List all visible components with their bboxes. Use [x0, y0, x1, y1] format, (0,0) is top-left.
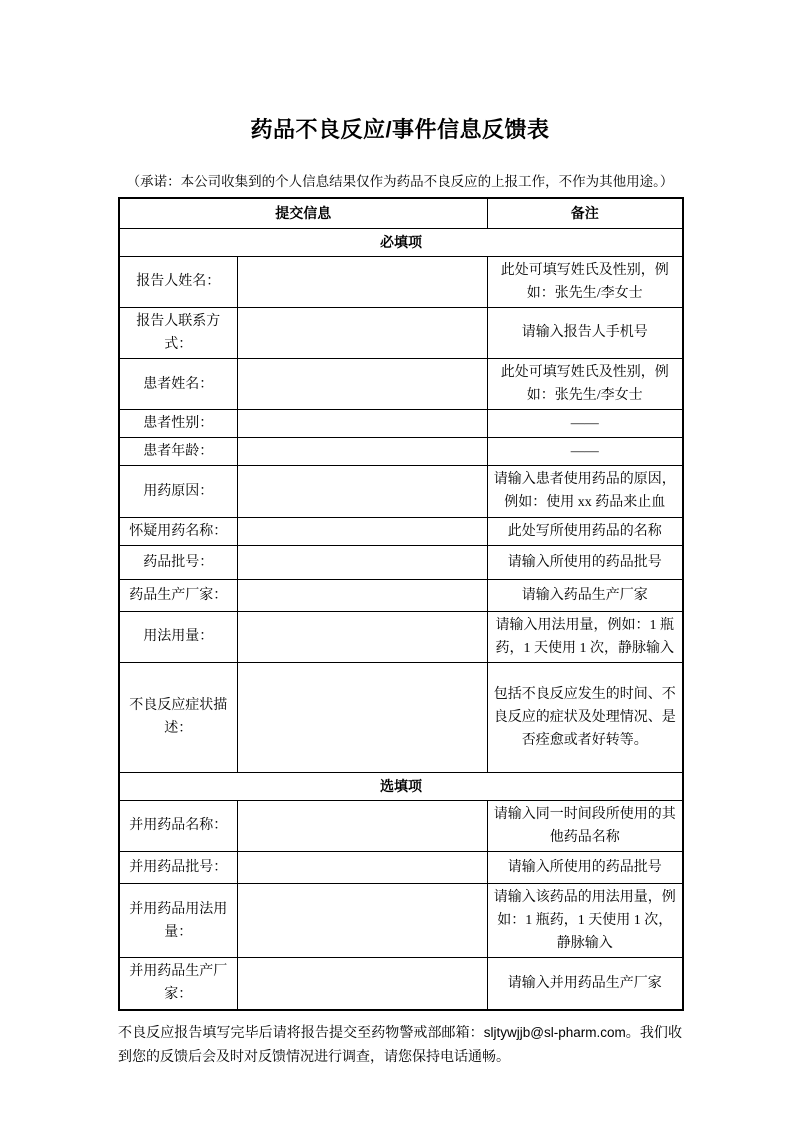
- field-label-drug-manufacturer: 药品生产厂家：: [119, 579, 237, 611]
- field-remark-drug-manufacturer: 请输入药品生产厂家: [487, 579, 683, 611]
- column-header-submit-info: 提交信息: [119, 198, 487, 228]
- field-remark-medication-reason: 请输入患者使用药品的原因，例如：使用 xx 药品来止血: [487, 466, 683, 517]
- field-label-reporter-name: 报告人姓名：: [119, 256, 237, 307]
- field-remark-patient-age: ——: [487, 438, 683, 466]
- field-label-patient-age: 患者年龄：: [119, 438, 237, 466]
- table-row: [119, 466, 683, 517]
- field-remark-adr-symptom-description: 包括不良反应发生的时间、不良反应的症状及处理情况、是否痊愈或者好转等。: [487, 662, 683, 772]
- field-label-suspected-drug-name: 怀疑用药名称：: [119, 517, 237, 545]
- table-row: [119, 852, 683, 884]
- field-input-concomitant-drug-name[interactable]: [237, 800, 487, 851]
- field-remark-patient-gender: ——: [487, 410, 683, 438]
- submission-text-before: 不良反应报告填写完毕后请将报告提交至药物警戒部邮箱：: [118, 1025, 484, 1041]
- field-label-medication-reason: 用药原因：: [119, 466, 237, 517]
- field-label-patient-gender: 患者性别：: [119, 410, 237, 438]
- column-header-remark: 备注: [487, 198, 683, 228]
- field-input-reporter-name[interactable]: [237, 256, 487, 307]
- field-input-patient-age[interactable]: [237, 438, 487, 466]
- table-row: [119, 410, 683, 438]
- table-row: [119, 884, 683, 958]
- table-header-row: [119, 198, 683, 228]
- field-remark-drug-batch-number: 请输入所使用的药品批号: [487, 545, 683, 579]
- field-label-adr-symptom-description: 不良反应症状描述：: [119, 662, 237, 772]
- table-row: [119, 256, 683, 307]
- table-row: [119, 662, 683, 772]
- privacy-notice: （承诺：本公司收集到的个人信息结果仅作为药品不良反应的上报工作，不作为其他用途。）: [126, 174, 674, 189]
- table-row: [119, 958, 683, 1010]
- field-input-drug-manufacturer[interactable]: [237, 579, 487, 611]
- field-input-adr-symptom-description[interactable]: [237, 662, 487, 772]
- pharmacovigilance-email: sljtywjjb@sl-pharm.com: [483, 1024, 626, 1040]
- field-label-dosage: 用法用量：: [119, 611, 237, 662]
- feedback-form-table: [118, 197, 684, 1011]
- document-page: [118, 0, 682, 1071]
- field-input-concomitant-drug-manufacturer[interactable]: [237, 958, 487, 1010]
- table-row: [119, 358, 683, 409]
- table-row: [119, 579, 683, 611]
- field-label-reporter-contact: 报告人联系方式：: [119, 307, 237, 358]
- field-remark-concomitant-drug-dosage: 请输入该药品的用法用量，例如：1 瓶药，1 天使用 1 次，静脉输入: [487, 884, 683, 958]
- page-title: 药品不良反应/事件信息反馈表: [250, 117, 550, 142]
- section-title-required: 必填项: [119, 228, 683, 256]
- table-row: [119, 611, 683, 662]
- section-header-optional: [119, 772, 683, 800]
- field-input-medication-reason[interactable]: [237, 466, 487, 517]
- field-label-concomitant-drug-name: 并用药品名称：: [119, 800, 237, 851]
- field-label-concomitant-drug-manufacturer: 并用药品生产厂家：: [119, 958, 237, 1010]
- field-label-drug-batch-number: 药品批号：: [119, 545, 237, 579]
- submission-instructions: [118, 1021, 682, 1071]
- field-remark-concomitant-drug-name: 请输入同一时间段所使用的其他药品名称: [487, 800, 683, 851]
- field-input-suspected-drug-name[interactable]: [237, 517, 487, 545]
- field-label-patient-name: 患者姓名：: [119, 358, 237, 409]
- field-remark-dosage: 请输入用法用量，例如：1 瓶药，1 天使用 1 次，静脉输入: [487, 611, 683, 662]
- field-remark-suspected-drug-name: 此处写所使用药品的名称: [487, 517, 683, 545]
- table-row: [119, 438, 683, 466]
- field-remark-concomitant-drug-batch: 请输入所使用的药品批号: [487, 852, 683, 884]
- table-row: [119, 800, 683, 851]
- field-input-reporter-contact[interactable]: [237, 307, 487, 358]
- table-row: [119, 307, 683, 358]
- field-input-patient-gender[interactable]: [237, 410, 487, 438]
- section-header-required: [119, 228, 683, 256]
- field-input-drug-batch-number[interactable]: [237, 545, 487, 579]
- field-input-patient-name[interactable]: [237, 358, 487, 409]
- field-label-concomitant-drug-batch: 并用药品批号：: [119, 852, 237, 884]
- field-remark-reporter-contact: 请输入报告人手机号: [487, 307, 683, 358]
- field-label-concomitant-drug-dosage: 并用药品用法用量：: [119, 884, 237, 958]
- section-title-optional: 选填项: [119, 772, 683, 800]
- table-row: [119, 545, 683, 579]
- submission-text-after: 。我们收到您的反馈后会及时对反馈情况进行调查，请您保持电话通畅。: [118, 1025, 683, 1066]
- field-input-concomitant-drug-dosage[interactable]: [237, 884, 487, 958]
- field-remark-patient-name: 此处可填写姓氏及性别，例如：张先生/李女士: [487, 358, 683, 409]
- field-input-concomitant-drug-batch[interactable]: [237, 852, 487, 884]
- field-remark-concomitant-drug-manufacturer: 请输入并用药品生产厂家: [487, 958, 683, 1010]
- field-remark-reporter-name: 此处可填写姓氏及性别，例如：张先生/李女士: [487, 256, 683, 307]
- field-input-dosage[interactable]: [237, 611, 487, 662]
- table-row: [119, 517, 683, 545]
